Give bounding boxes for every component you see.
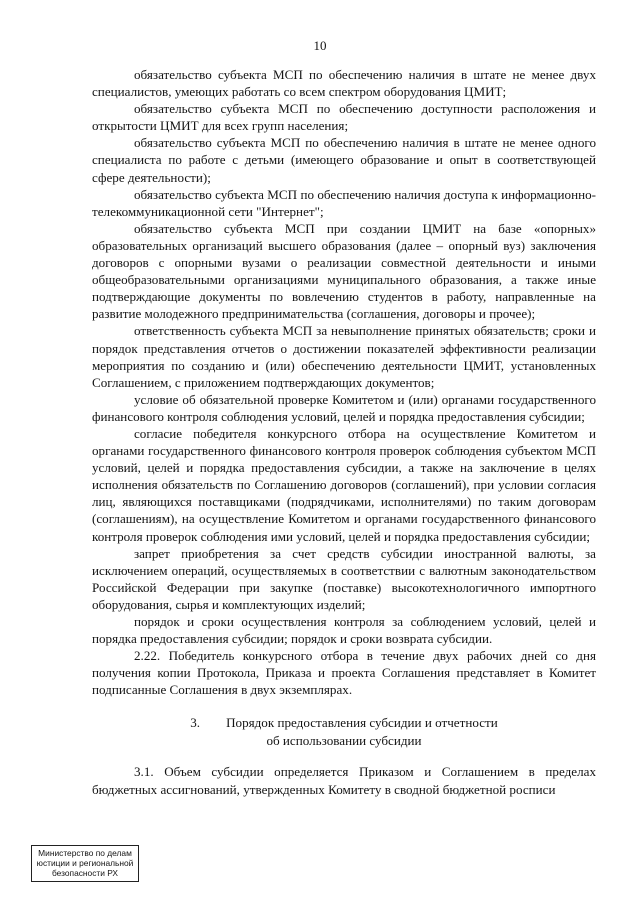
stamp-line-2: юстиции и региональной [36, 858, 134, 868]
paragraph: ответственность субъекта МСП за невыполнение принятых обязательств; сроки и порядок представления отчетов о достижении показателей эффективности реализации мероприятия по созданию и (или) обеспечению деятельности ЦМИТ, установленных Соглашением, с приложением подтверждающих документов; [92, 323, 596, 390]
ministry-stamp [31, 845, 139, 882]
paragraph: обязательство субъекта МСП по обеспечению наличия доступа к информационно-телекоммуникационной сети "Интернет"; [92, 186, 596, 219]
section-heading-line-1 [92, 714, 596, 732]
section-number: 3. [190, 715, 201, 731]
paragraph: 2.22. Победитель конкурсного отбора в течение двух рабочих дней со дня получения копии Протокола, Приказа и проекта Соглашения представляет в Комитет подписанные Соглашения в двух экземплярах. [92, 648, 596, 698]
paragraph: обязательство субъекта МСП при создании ЦМИТ на базе «опорных» образовательных организаций высшего образования (далее – опорный вуз) заключения договоров с опорными вузами о реализации совместной деятельности и иными общеобразовательными организациями муниципального образования, а также иные подтверждающие документы по вовлечению студентов в работу, направленные на развитие молодежного предпринимательства (соглашения, договоры и прочее); [92, 220, 596, 322]
paragraph: условие об обязательной проверке Комитетом и (или) органами государственного финансового контроля соблюдения условий, целей и порядка предоставления субсидии; [92, 391, 596, 424]
page-number: 10 [313, 38, 327, 53]
section-heading [92, 714, 596, 749]
stamp-line-3: безопасности РХ [51, 868, 119, 878]
paragraph: обязательство субъекта МСП по обеспечению наличия в штате не менее одного специалиста по работе с детьми (имеющего образование и опыт в соответствующей сфере деятельности); [92, 135, 596, 185]
paragraph: порядок и сроки осуществления контроля за соблюдением условий, целей и порядка предоставления субсидии; порядок и сроки возврата субсидии. [92, 614, 596, 647]
section-title-line-2: об использовании субсидии [266, 732, 422, 748]
paragraph: 3.1. Объем субсидии определяется Приказом и Соглашением в пределах бюджетных ассигнований, утвержденных Комитету в сводной бюджетной росписи [92, 764, 596, 797]
stamp-line-1: Министерство по делам [38, 848, 132, 858]
document-body [92, 66, 596, 798]
paragraph: обязательство субъекта МСП по обеспечению наличия в штате не менее двух специалистов, умеющих работать со всем спектром оборудования ЦМИТ; [92, 67, 596, 100]
paragraph: запрет приобретения за счет средств субсидии иностранной валюты, за исключением операций, осуществляемых в соответствии с валютным законодательством Российской Федерации при закупке (поставке) высокотехнологичного импортного оборудования, сырья и комплектующих изделий; [92, 545, 596, 612]
paragraph: согласие победителя конкурсного отбора на осуществление Комитетом и органами государственного финансового контроля проверок соблюдения субъектом МСП условий, целей и порядка предоставления субсидии, а также на заключение в целях исполнения обязательств по Соглашению договоров (соглашений), при условии согласия лиц, являющихся поставщиками (подрядчиками, исполнителями) по таким договорам (соглашениям), на осуществление Комитетом и органами государственного финансового контроля проверок соблюдения ими условий, целей и порядка предоставления субсидии; [92, 425, 596, 544]
paragraph: обязательство субъекта МСП по обеспечению доступности расположения и открытости ЦМИТ для всех групп населения; [92, 101, 596, 134]
section-title-line-1: Порядок предоставления субсидии и отчетности [226, 715, 498, 731]
